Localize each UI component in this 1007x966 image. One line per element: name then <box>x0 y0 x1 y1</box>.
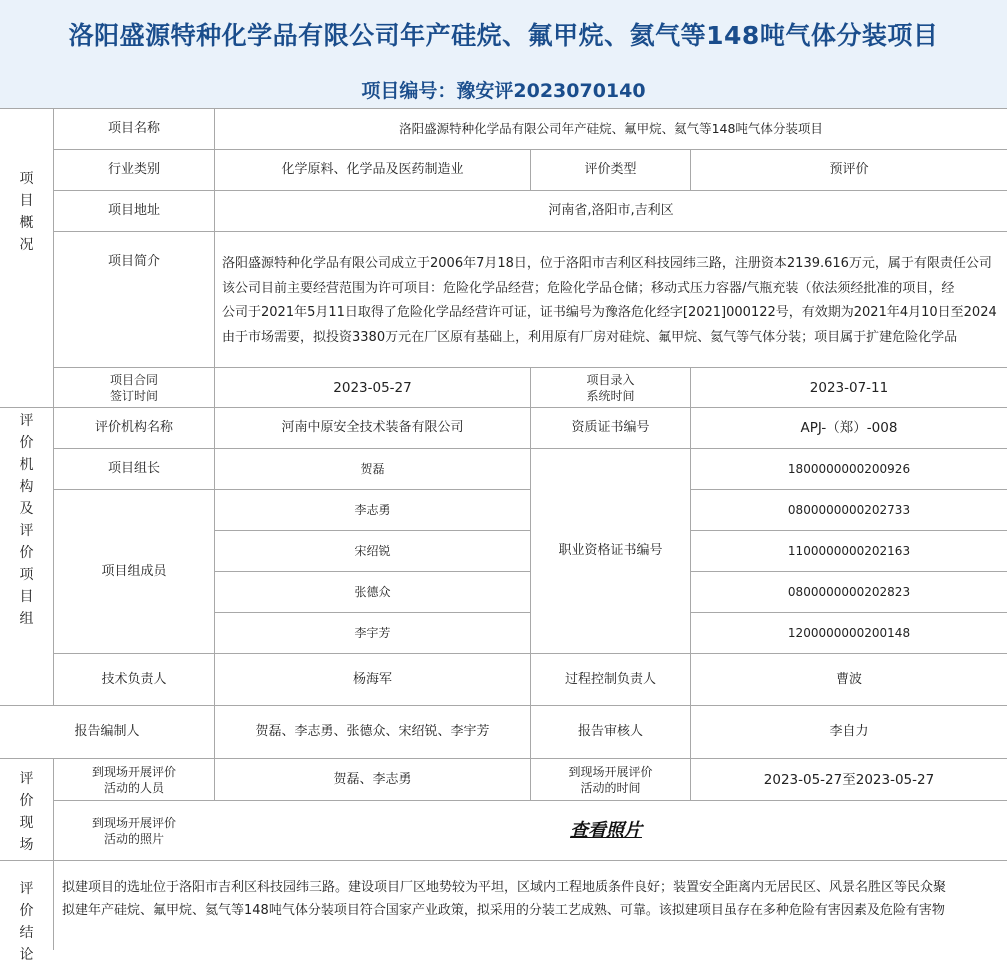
report-reviewer-label: 报告审核人 <box>577 724 643 739</box>
eval-type-value: 预评价 <box>829 162 869 177</box>
site-photo-cell <box>215 801 1007 860</box>
industry-value: 化学原料、化学品及医药制造业 <box>281 162 464 177</box>
intro-label: 项目简介 <box>107 254 160 269</box>
org-name-value: 河南中原安全技术装备有限公司 <box>281 420 464 435</box>
intro-text <box>222 252 1007 362</box>
conclusion-line: 拟建项目的选址位于洛阳市吉利区科技园纬三路。建设项目厂区地势较为平坦，区域内工程地质条件良好；装置安全距离内无居民区、风景名胜区等民众聚 <box>62 880 947 895</box>
member-name: 李志勇 <box>354 503 391 517</box>
project-number: 项目编号：豫安评2023070140 <box>361 80 646 102</box>
site-time-value: 2023-05-27至2023-05-27 <box>763 771 935 788</box>
section-label-overview: 项 目 概 况 <box>19 171 34 253</box>
org-name-label: 评价机构名称 <box>94 420 173 435</box>
qualification-label: 职业资格证书编号 <box>558 543 663 558</box>
page-header <box>0 0 1007 109</box>
member-cert: 1100000000202163 <box>787 544 911 558</box>
members-label: 项目组成员 <box>101 563 167 579</box>
member-cert: 0800000000202733 <box>787 503 911 517</box>
intro-line: 洛阳盛源特种化学品有限公司成立于2006年7月18日，位于洛阳市吉利区科技园纬三路，注册资本2139.616万元，属于有限责任公司 <box>222 256 992 271</box>
cert-no-value: APJ-（郑）-008 <box>800 420 898 436</box>
industry-label: 行业类别 <box>107 162 160 177</box>
process-lead-value: 曹波 <box>835 671 862 687</box>
leader-label: 项目组长 <box>107 461 160 476</box>
intro-line: 公司于2021年5月11日取得了危险化学品经营许可证，证书编号为豫洛危化经字[2021]000122号，有效期为2021年4月10日至2024 <box>222 305 997 320</box>
entry-time-label: 项目录入 系统时间 <box>586 372 635 403</box>
member-cert: 1200000000200148 <box>787 626 911 640</box>
site-people-label: 到现场开展评价 活动的人员 <box>91 764 176 795</box>
section-label-agency: 评 价 机 构 及 评 价 项 目 组 <box>19 413 34 627</box>
tech-lead-value: 杨海军 <box>352 671 392 687</box>
process-lead-label: 过程控制负责人 <box>564 671 656 687</box>
report-author-label: 报告编制人 <box>74 724 140 739</box>
cert-no-label: 资质证书编号 <box>571 420 650 435</box>
member-name: 宋绍锐 <box>354 544 391 558</box>
section-label-conclusion: 评 价 结 论 <box>19 881 34 963</box>
project-name-label: 项目名称 <box>107 121 160 136</box>
tech-lead-label: 技术负责人 <box>101 671 167 687</box>
project-name-value: 洛阳盛源特种化学品有限公司年产硅烷、氟甲烷、氦气等148吨气体分装项目 <box>399 121 823 136</box>
intro-line: 由于市场需要，拟投资3380万元在厂区原有基础上，利用原有厂房对硅烷、氟甲烷、氦气等气体分装；项目属于扩建危险化学品 <box>222 329 958 345</box>
contract-time-label: 项目合同 签订时间 <box>109 372 158 403</box>
member-name: 张德众 <box>354 585 391 599</box>
view-photos-link[interactable]: 查看照片 <box>570 819 642 841</box>
address-label: 项目地址 <box>107 203 160 218</box>
conclusion-line: 拟建年产硅烷、氟甲烷、氦气等148吨气体分装项目符合国家产业政策，拟采用的分装工艺成熟、可靠。该拟建项目虽存在多种危险有害因素及危险有害物 <box>62 903 945 918</box>
site-time-label: 到现场开展评价 活动的时间 <box>568 764 653 795</box>
conclusion-text <box>62 876 1007 926</box>
eval-type-label: 评价类型 <box>584 162 637 177</box>
contract-time-value: 2023-05-27 <box>333 379 412 396</box>
leader-cert: 1800000000200926 <box>787 462 911 476</box>
site-people-value: 贺磊、李志勇 <box>333 771 412 787</box>
report-reviewer-value: 李自力 <box>829 724 869 739</box>
member-cert: 0800000000202823 <box>787 585 911 599</box>
entry-time-value: 2023-07-11 <box>809 379 889 396</box>
address-value: 河南省,洛阳市,吉利区 <box>548 203 674 218</box>
intro-line: 该公司目前主要经营范围为许可项目：危险化学品经营；危险化学品仓储；移动式压力容器/气瓶充装（依法须经批准的项目，经 <box>222 280 955 296</box>
leader-name: 贺磊 <box>360 462 385 476</box>
report-author-value: 贺磊、李志勇、张德众、宋绍锐、李宇芳 <box>255 724 490 739</box>
section-label-site: 评 价 现 场 <box>19 771 34 853</box>
member-name: 李宇芳 <box>354 626 391 640</box>
site-photo-label: 到现场开展评价 活动的照片 <box>91 815 176 846</box>
project-title: 洛阳盛源特种化学品有限公司年产硅烷、氟甲烷、氦气等148吨气体分装项目 <box>68 21 939 50</box>
